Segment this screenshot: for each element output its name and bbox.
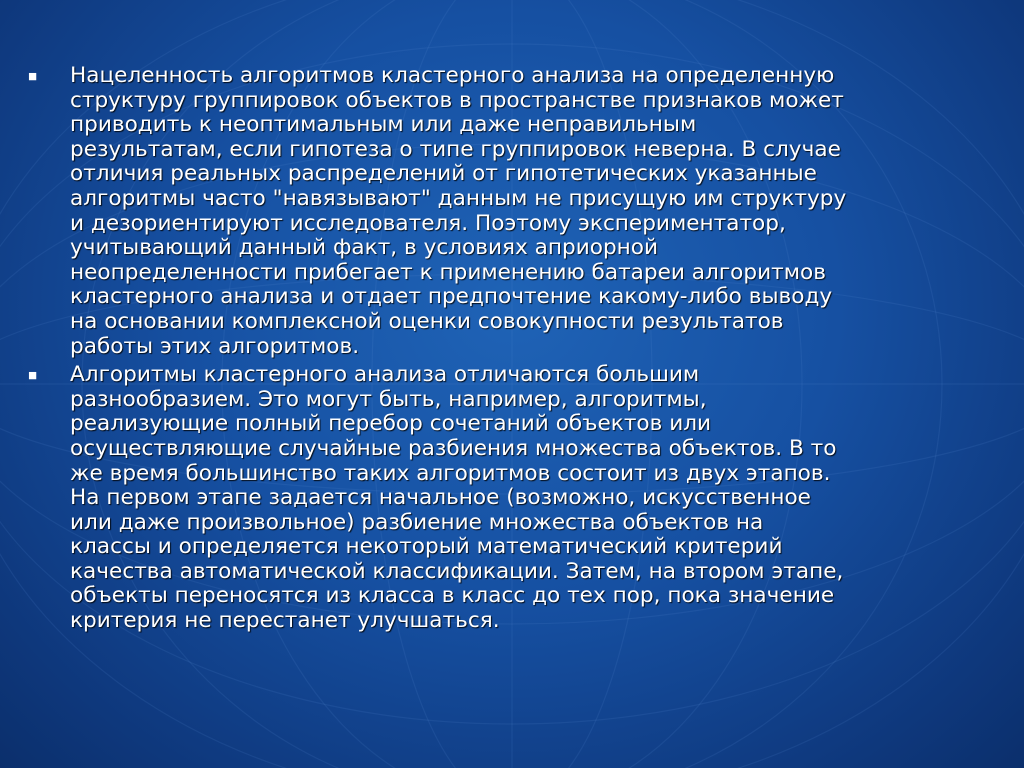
bullet-item: [28, 64, 988, 359]
square-bullet-icon: ■: [28, 68, 38, 85]
slide-body: [28, 64, 988, 634]
bullet-text: Нацеленность алгоритмов кластерного анализа на определенную структуру группировок объектов в пространстве признаков может приводить к неоптимальным или даже неправильным результатам, если гипотеза о типе группировок неверна. В случае отличия реальных распределений от гипотетических указанные алгоритмы часто "навязывают" данным не присущую им структуру и дезориентируют исследователя. Поэтому экспериментатор, учитывающий данный факт, в условиях априорной неопределенности прибегает к применению батареи алгоритмов кластерного анализа и отдает предпочтение какому-либо выводу на основании комплексной оценки совокупности результатов работы этих алгоритмов.: [70, 63, 847, 359]
bullet-item: [28, 363, 988, 634]
bullet-text: Алгоритмы кластерного анализа отличаются большим разнообразием. Это могут быть, например, алгоритмы, реализующие полный перебор сочетаний объектов или осуществляющие случайные разбиения множества объектов. В то же время большинство таких алгоритмов состоит из двух этапов. На первом этапе задается начальное (возможно, искусственное или даже произвольное) разбиение множества объектов на классы и определяется некоторый математический критерий качества автоматической классификации. Затем, на втором этапе, объекты переносятся из класса в класс до тех пор, пока значение критерия не перестанет улучшаться.: [70, 362, 844, 634]
square-bullet-icon: ■: [28, 367, 38, 385]
